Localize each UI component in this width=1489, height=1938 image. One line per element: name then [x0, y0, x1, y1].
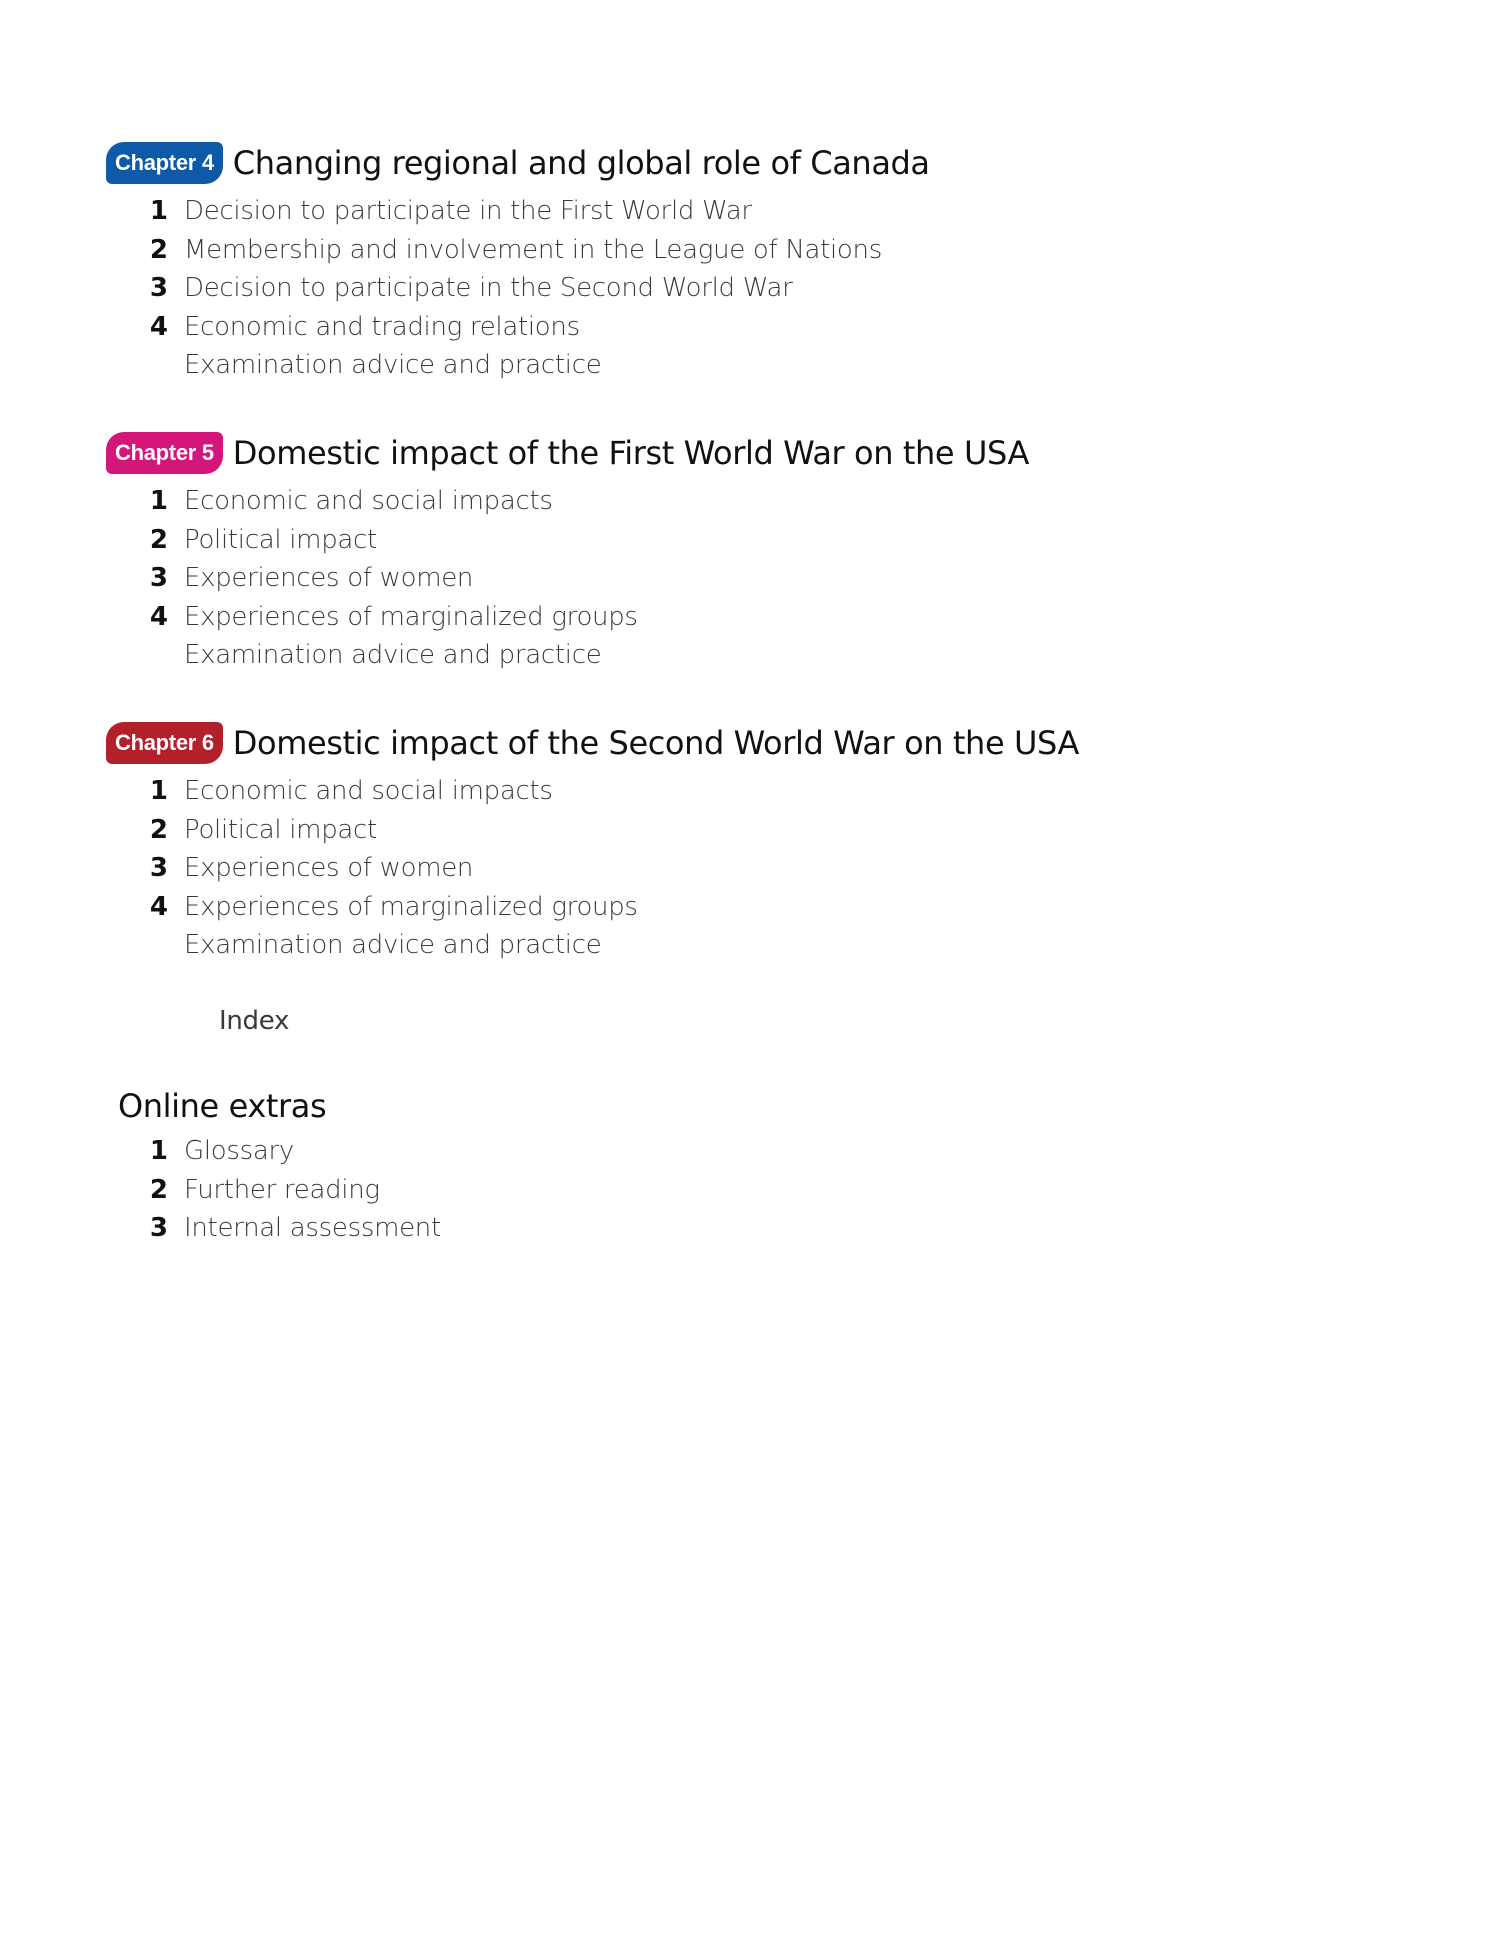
chapter-4-heading [106, 138, 930, 188]
list-item[interactable] [106, 853, 1079, 892]
item-number: 4 [149, 891, 168, 922]
list-item[interactable] [106, 1136, 441, 1175]
item-label: Internal assessment [184, 1213, 441, 1243]
list-item[interactable] [106, 350, 930, 389]
chapter-5-badge: Chapter 5 [106, 432, 223, 474]
item-label: Decision to participate in the Second World War [184, 273, 793, 303]
list-item[interactable] [106, 273, 930, 312]
online-extras-title[interactable]: Online extras [118, 1087, 327, 1125]
item-label: Economic and social impacts [184, 486, 553, 516]
item-label: Economic and social impacts [184, 776, 553, 806]
chapter-6-heading [106, 718, 1079, 768]
item-label: Experiences of marginalized groups [184, 891, 638, 922]
list-item[interactable] [106, 525, 1029, 564]
item-number: 1 [149, 1136, 168, 1166]
item-number: 4 [149, 601, 168, 632]
chapter-5-section [106, 428, 1029, 679]
list-item[interactable] [106, 815, 1079, 854]
item-label: Political impact [184, 524, 377, 555]
item-label: Membership and involvement in the League of Nations [184, 234, 882, 265]
item-number: 1 [149, 486, 168, 516]
list-item[interactable] [106, 892, 1079, 931]
item-number: 2 [149, 524, 168, 555]
list-item[interactable] [106, 312, 930, 351]
item-label: Glossary [184, 1136, 294, 1166]
list-item[interactable] [106, 486, 1029, 525]
item-number: 1 [149, 196, 168, 226]
item-number: 2 [149, 1174, 168, 1205]
list-item[interactable] [106, 602, 1029, 641]
list-item[interactable] [106, 235, 930, 274]
item-number: 1 [149, 776, 168, 806]
item-number: 4 [149, 311, 168, 342]
list-item[interactable] [106, 930, 1079, 969]
chapter-6-badge: Chapter 6 [106, 722, 223, 764]
list-item[interactable] [106, 1213, 441, 1252]
chapter-6-section [106, 718, 1079, 969]
item-number: 2 [149, 234, 168, 265]
chapter-5-title[interactable]: Domestic impact of the First World War on the USA [232, 434, 1029, 472]
list-item[interactable] [106, 563, 1029, 602]
item-label: Experiences of women [184, 563, 474, 593]
list-item[interactable] [106, 1175, 441, 1214]
item-label: Examination advice and practice [184, 640, 602, 670]
chapter-4-badge: Chapter 4 [106, 142, 223, 184]
item-label: Experiences of women [184, 853, 474, 883]
item-label: Further reading [184, 1174, 380, 1205]
chapter-6-items [106, 776, 1079, 969]
chapter-4-section [106, 138, 930, 389]
chapter-4-title[interactable]: Changing regional and global role of Canada [232, 144, 930, 182]
index-entry[interactable]: Index [219, 1006, 290, 1036]
list-item[interactable] [106, 196, 930, 235]
item-number: 3 [149, 273, 168, 303]
item-label: Examination advice and practice [184, 930, 602, 960]
item-label: Examination advice and practice [184, 350, 602, 380]
item-number: 3 [149, 1213, 168, 1243]
item-number: 3 [149, 853, 168, 883]
chapter-5-items [106, 486, 1029, 679]
item-number: 3 [149, 563, 168, 593]
chapter-6-title[interactable]: Domestic impact of the Second World War on the USA [232, 724, 1080, 762]
online-extras-section [106, 1084, 441, 1252]
item-label: Decision to participate in the First World War [184, 196, 752, 226]
chapter-5-heading [106, 428, 1029, 478]
item-label: Political impact [184, 814, 377, 845]
item-number: 2 [149, 814, 168, 845]
online-extras-items [106, 1136, 441, 1252]
item-label: Experiences of marginalized groups [184, 601, 638, 632]
list-item[interactable] [106, 776, 1079, 815]
item-label: Economic and trading relations [184, 311, 580, 342]
list-item[interactable] [106, 640, 1029, 679]
chapter-4-items [106, 196, 930, 389]
